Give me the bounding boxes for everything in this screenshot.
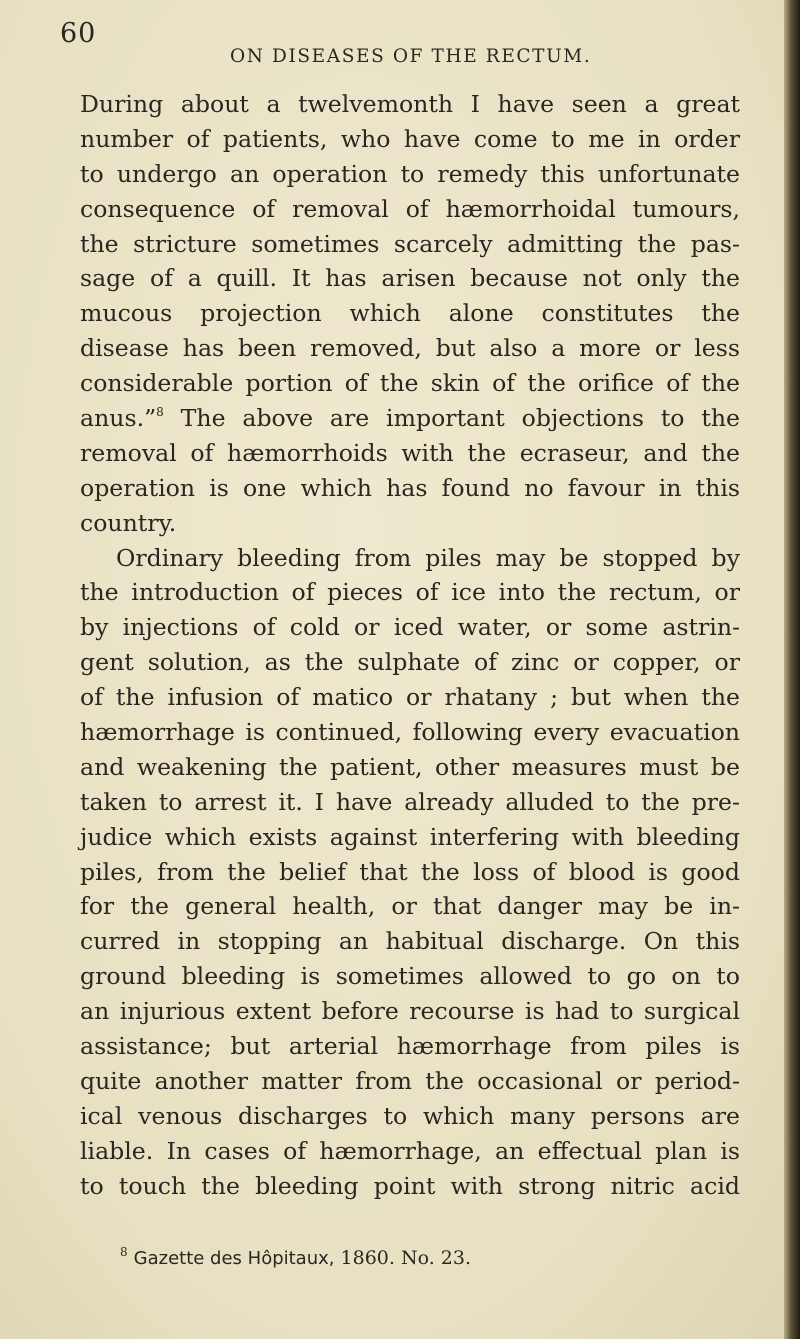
text-line: for the general health, or that danger may be in- bbox=[80, 892, 740, 921]
text-line: piles, from the belief that the loss of blood is good bbox=[80, 857, 740, 886]
footnote bbox=[120, 1245, 720, 1269]
text-line: ground bleeding is sometimes allowed to go on to bbox=[80, 962, 740, 991]
text-line: operation is one which has found no favour in this bbox=[80, 473, 740, 502]
text-line: During about a twelvemonth I have seen a great bbox=[80, 90, 740, 118]
line-rest: The above are important objections to the bbox=[180, 404, 740, 433]
text-line: the introduction of pieces of ice into the rectum, or bbox=[80, 578, 740, 607]
text-line: number of patients, who have come to me in order bbox=[80, 124, 740, 153]
text-line: taken to arrest it. I have already alluded to the pre- bbox=[80, 787, 740, 816]
running-head: ON DISEASES OF THE RECTUM. bbox=[230, 46, 592, 67]
text-line: curred in stopping an habitual discharge. On this bbox=[80, 927, 740, 956]
page-header bbox=[60, 18, 760, 68]
footnote-citation: 1860. No. 23. bbox=[340, 1247, 472, 1269]
text-line: quite another matter from the occasional or period- bbox=[80, 1066, 740, 1095]
footnote-ref[interactable]: 8 bbox=[156, 405, 164, 420]
page-number: 60 bbox=[60, 18, 97, 49]
text-line-with-footnote-ref bbox=[80, 401, 740, 436]
text-line: sage of a quill. It has arisen because not only the bbox=[80, 264, 740, 293]
text-line: assistance; but arterial hæmorrhage from piles is bbox=[80, 1032, 740, 1061]
text-line: and weakening the patient, other measures must be bbox=[80, 752, 740, 781]
text-line: to touch the bleeding point with strong nitric acid bbox=[80, 1171, 740, 1200]
text-line: considerable portion of the skin of the orifice of the bbox=[80, 369, 740, 398]
text-line: to undergo an operation to remedy this unfortunate bbox=[80, 159, 740, 188]
text-line: an injurious extent before recourse is had to surgical bbox=[80, 997, 740, 1026]
text-line: the stricture sometimes scarcely admitting the pas- bbox=[80, 229, 740, 258]
text-line: removal of hæmorrhoids with the ecraseur, and the bbox=[80, 438, 740, 467]
footnote-source: Gazette des Hôpitaux, bbox=[133, 1248, 335, 1269]
paragraph-start-line: Ordinary bleeding from piles may be stopped by bbox=[116, 543, 740, 572]
text-line: mucous projection which alone constitutes the bbox=[80, 299, 740, 328]
text-line: ical venous discharges to which many persons are bbox=[80, 1101, 740, 1130]
book-spine-shadow bbox=[784, 0, 800, 1339]
paragraph-end-line: country. bbox=[80, 508, 177, 537]
text-line: gent solution, as the sulphate of zinc or copper, or bbox=[80, 648, 740, 677]
body-text bbox=[80, 87, 740, 1204]
text-line: of the infusion of matico or rhatany ; but when the bbox=[80, 683, 740, 712]
line-start: anus.” bbox=[80, 404, 157, 433]
text-line: judice which exists against interfering with bleeding bbox=[80, 822, 740, 851]
text-line: disease has been removed, but also a more or less bbox=[80, 334, 740, 363]
text-line: by injections of cold or iced water, or some astrin- bbox=[80, 613, 740, 642]
text-line: consequence of removal of hæmorrhoidal tumours, bbox=[80, 194, 740, 223]
text-line: hæmorrhage is continued, following every evacuation bbox=[80, 718, 740, 747]
text-line: liable. In cases of hæmorrhage, an effectual plan is bbox=[80, 1136, 740, 1165]
footnote-mark: 8 bbox=[120, 1245, 128, 1259]
